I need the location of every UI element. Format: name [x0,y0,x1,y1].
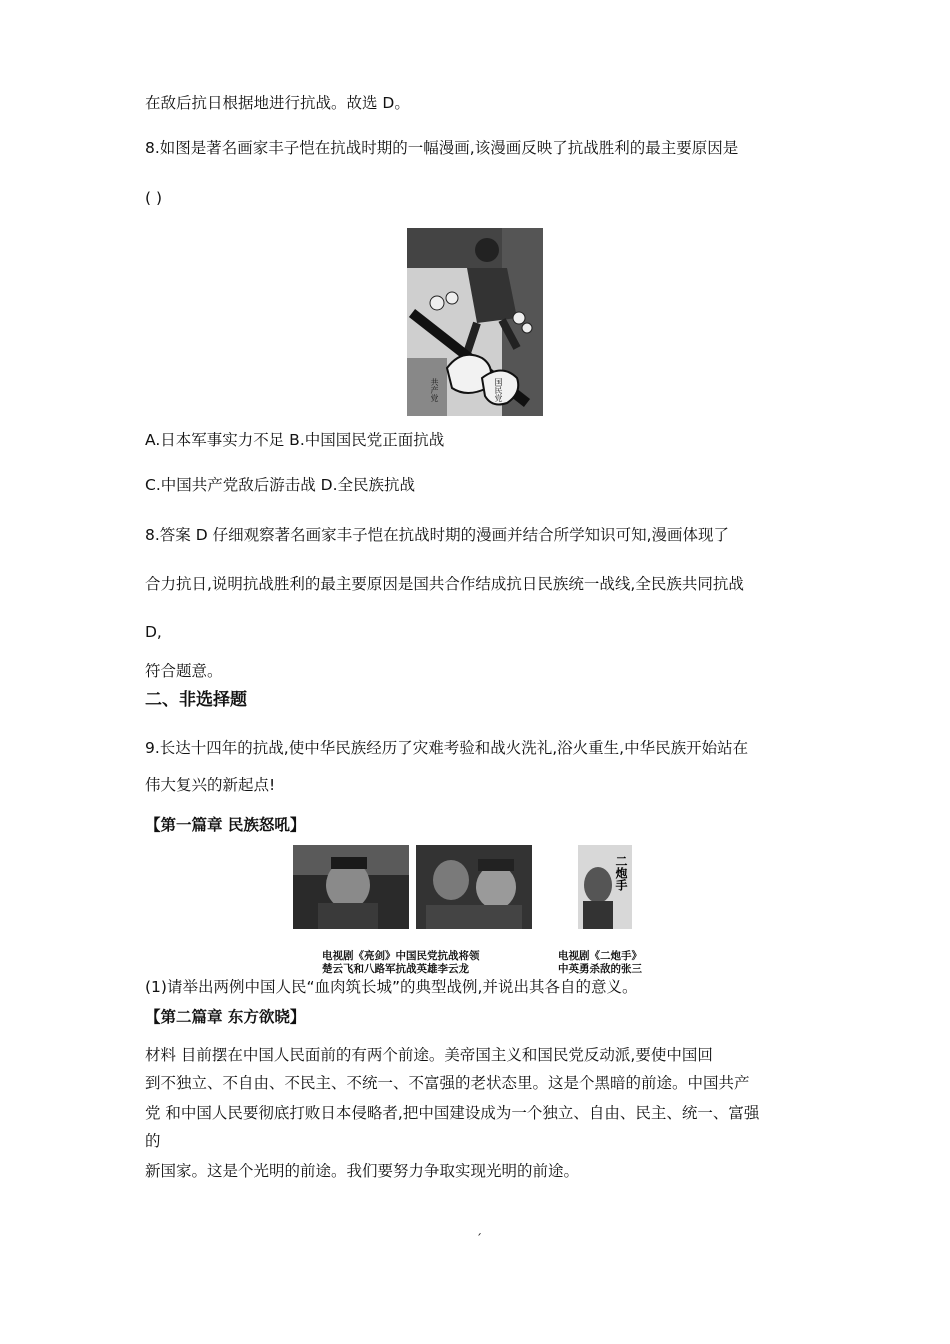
answer-8-line1: 8.答案 D 仔细观察著名画家丰子恺在抗战时期的漫画并结合所学知识可知,漫画体现了 [145,526,730,544]
cartoon-image [407,228,543,416]
cartoon-label-right: 国民党 [494,378,503,402]
footer-mark: ˊ [476,1232,482,1246]
material-line1: 材料 目前摆在中国人民面前的有两个前途。美帝国主义和国民党反动派,要使中国回 [145,1046,713,1064]
chapter-2-heading: 【第二篇章 东方欲晓】 [145,1008,306,1026]
question-9-line2: 伟大复兴的新起点! [145,776,276,794]
caption-liangjian-line1: 电视剧《亮剑》中国民党抗战将领 [322,949,480,962]
answer-7-tail: 在敌后抗日根据地进行抗战。故选 D。 [145,94,410,112]
photo-liangjian-2 [416,845,532,929]
photo-liangjian-1 [293,845,409,929]
poster-title: 二炮手 [614,855,628,891]
cartoon-drawing [407,228,543,416]
chapter-1-heading: 【第一篇章 民族怒吼】 [145,816,306,834]
question-8-stem: 8.如图是著名画家丰子恺在抗战时期的一幅漫画,该漫画反映了抗战胜利的最主要原因是 [145,139,739,157]
poster-erpaoshou [578,845,632,929]
cartoon-label-left: 共产党 [430,378,439,402]
material-line4: 的 [145,1132,161,1150]
section-heading: 二、非选择题 [145,690,247,710]
options-a-b: A.日本军事实力不足 B.中国国民党正面抗战 [145,431,445,449]
question-9-1: (1)请举出两例中国人民“血肉筑长城”的典型战例,并说出其各自的意义。 [145,978,638,996]
material-line3: 党 和中国人民要彻底打败日本侵略者,把中国建设成为一个独立、自由、民主、统一、富强 [145,1104,760,1122]
caption-liangjian-line2: 楚云飞和八路军抗战英雄李云龙 [322,962,469,975]
question-9-line1: 9.长达十四年的抗战,使中华民族经历了灾难考验和战火洗礼,浴火重生,中华民族开始站在 [145,739,749,757]
material-line2: 到不独立、不自由、不民主、不统一、不富强的老状态里。这是个黑暗的前途。中国共产 [145,1074,750,1092]
photo-drawing-1 [293,845,409,929]
answer-8-line4: 符合题意。 [145,662,223,680]
caption-erpaoshou-line2: 中英勇杀敌的张三 [558,962,642,975]
caption-erpaoshou-line1: 电视剧《二炮手》 [558,949,642,962]
options-c-d: C.中国共产党敌后游击战 D.全民族抗战 [145,476,416,494]
question-8-bracket: ( ) [145,189,163,207]
answer-8-line3: D, [145,623,162,641]
photo-drawing-2 [416,845,532,929]
material-line5: 新国家。这是个光明的前途。我们要努力争取实现光明的前途。 [145,1162,580,1180]
answer-8-line2: 合力抗日,说明抗战胜利的最主要原因是国共合作结成抗日民族统一战线,全民族共同抗战 [145,575,744,593]
